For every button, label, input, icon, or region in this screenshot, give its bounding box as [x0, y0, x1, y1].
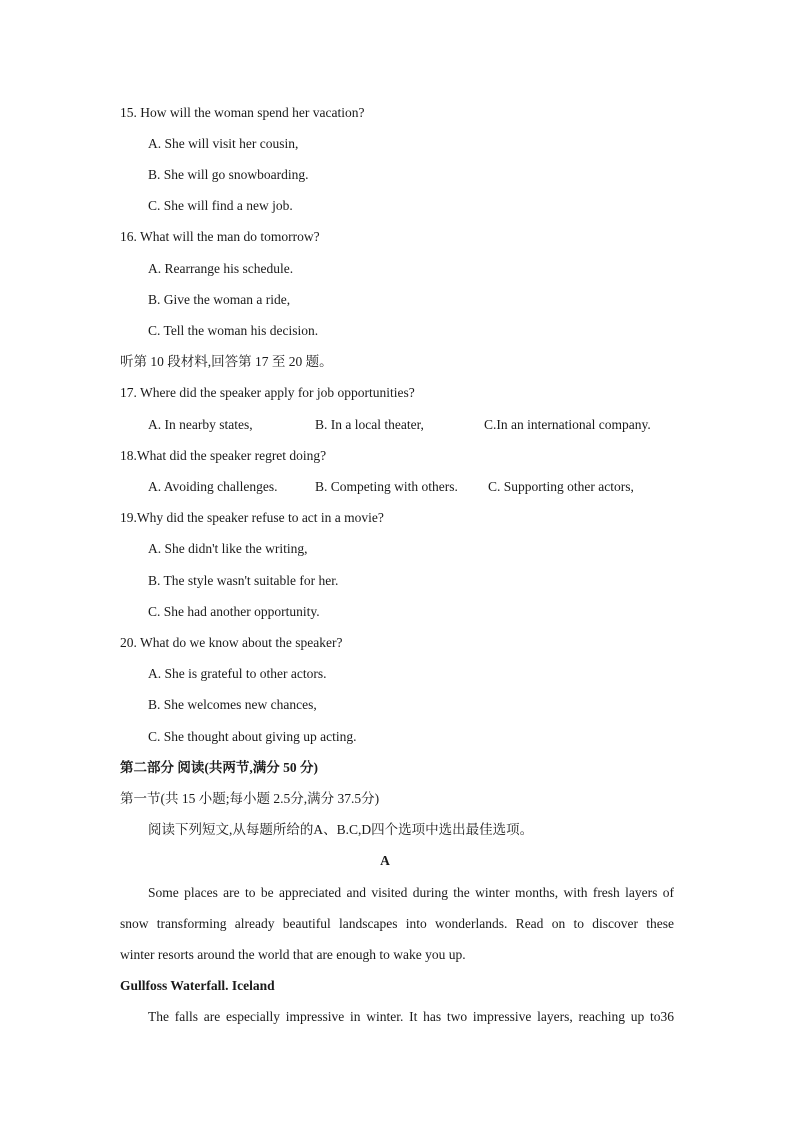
q17-option-b: B. In a local theater,: [315, 417, 424, 432]
q19-option-b: B. The style wasn't suitable for her.: [148, 573, 339, 588]
q17-option-c: C.In an international company.: [484, 417, 651, 432]
q15-option-b: B. She will go snowboarding.: [148, 167, 309, 182]
part2-heading: 第二部分 阅读(共两节,满分 50 分): [120, 760, 318, 775]
passage-intro-line-1: Some places are to be appreciated and visited during the winter months, with fresh layers of: [148, 885, 674, 900]
q16-option-c: C. Tell the woman his decision.: [148, 323, 319, 338]
q19-option-c: C. She had another opportunity.: [148, 604, 320, 619]
q18-option-c: C. Supporting other actors,: [488, 479, 634, 494]
q18-option-a: A. Avoiding challenges.: [148, 479, 278, 494]
q20-option-c: C. She thought about giving up acting.: [148, 729, 357, 744]
q15-option-a: A. She will visit her cousin,: [148, 136, 299, 151]
q15-option-c: C. She will find a new job.: [148, 198, 293, 213]
gullfoss-paragraph-line: The falls are especially impressive in winter. It has two impressive layers, reaching up to36: [148, 1009, 674, 1024]
question-15-stem: 15. How will the woman spend her vacation?: [120, 105, 365, 120]
passage-letter: A: [380, 853, 390, 868]
question-17-stem: 17. Where did the speaker apply for job opportunities?: [120, 385, 415, 400]
subheading-gullfoss: Gullfoss Waterfall. Iceland: [120, 978, 275, 993]
question-20-stem: 20. What do we know about the speaker?: [120, 635, 343, 650]
q20-option-a: A. She is grateful to other actors.: [148, 666, 327, 681]
passage-intro-line-2: snow transforming already beautiful landscapes into wonderlands. Read on to discover these: [120, 916, 674, 931]
question-19-stem: 19.Why did the speaker refuse to act in a movie?: [120, 510, 384, 525]
question-16-stem: 16. What will the man do tomorrow?: [120, 229, 320, 244]
q19-option-a: A. She didn't like the writing,: [148, 541, 308, 556]
listening-instruction: 听第 10 段材料,回答第 17 至 20 题。: [120, 354, 333, 369]
q16-option-a: A. Rearrange his schedule.: [148, 261, 294, 276]
passage-intro-line-3: winter resorts around the world that are enough to wake you up.: [120, 947, 466, 962]
q17-option-a: A. In nearby states,: [148, 417, 253, 432]
q18-option-b: B. Competing with others.: [315, 479, 458, 494]
q20-option-b: B. She welcomes new chances,: [148, 697, 317, 712]
section1-heading: 第一节(共 15 小题;每小题 2.5分,满分 37.5分): [120, 791, 380, 806]
q16-option-b: B. Give the woman a ride,: [148, 292, 291, 307]
question-18-stem: 18.What did the speaker regret doing?: [120, 448, 327, 463]
section1-instruction: 阅读下列短文,从每题所给的A、B.C,D四个选项中选出最佳选项。: [148, 822, 534, 837]
